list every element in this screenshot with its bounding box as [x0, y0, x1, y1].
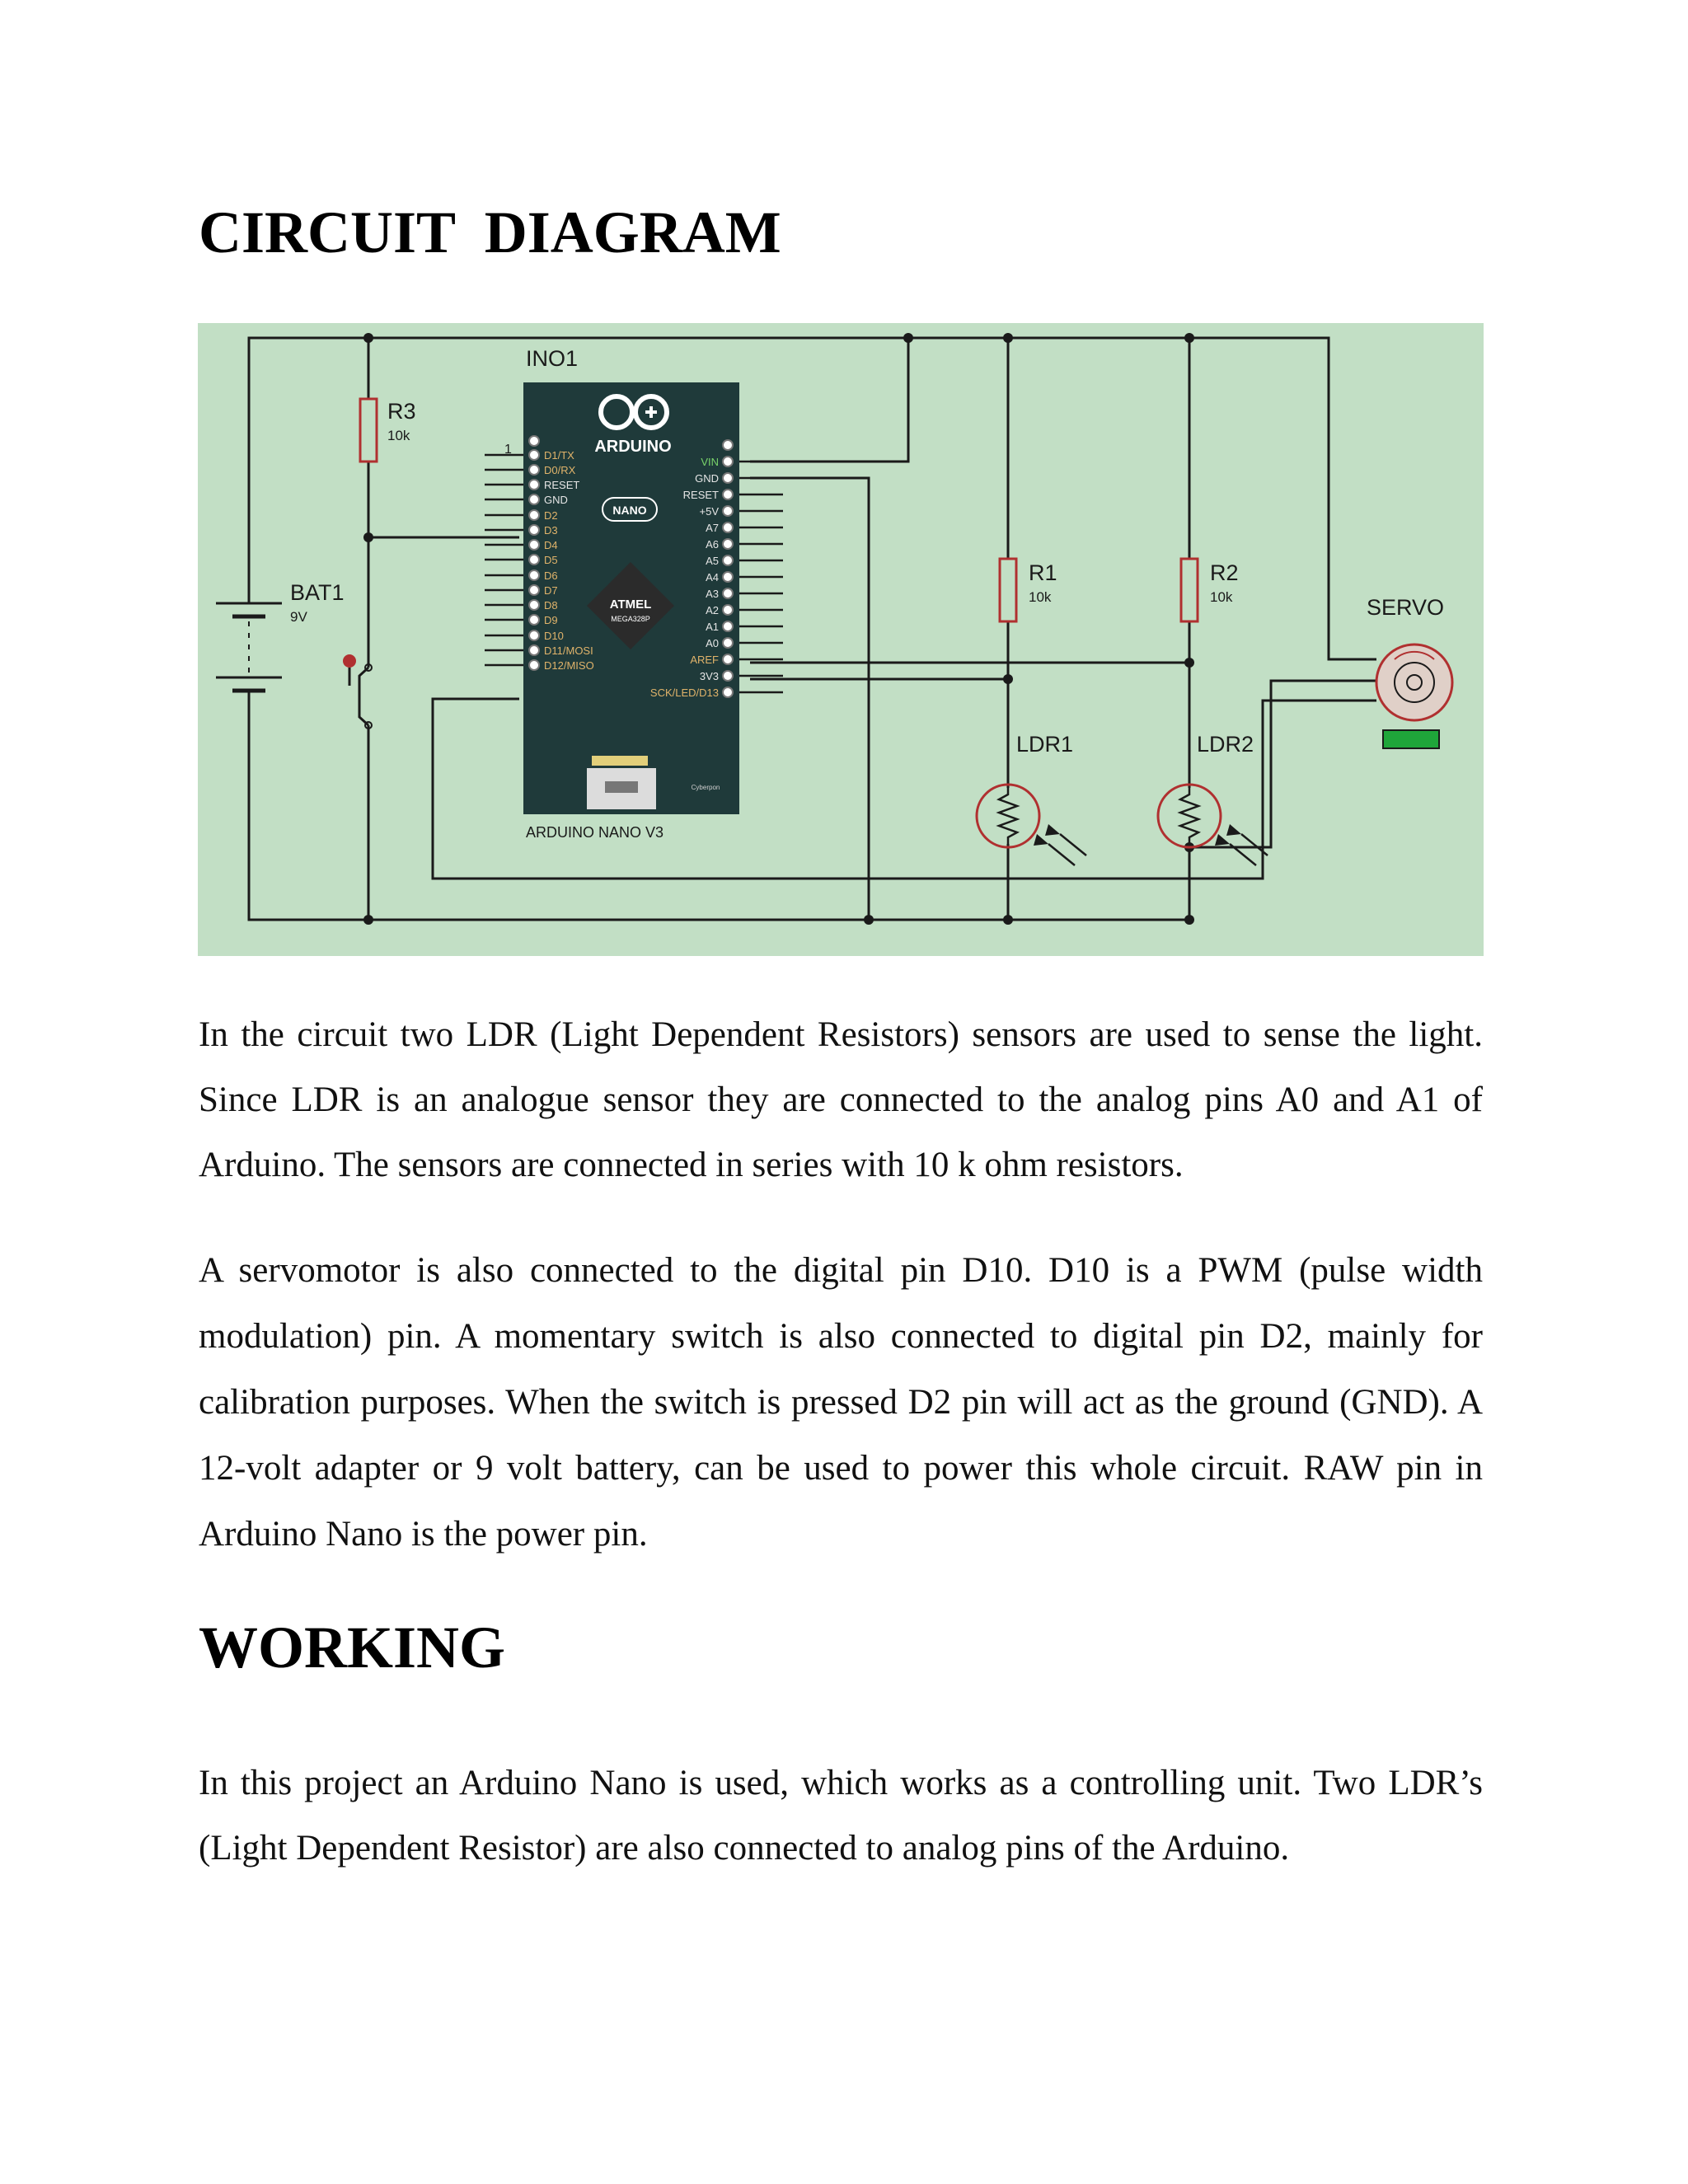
top-rail-wire [249, 338, 1376, 659]
working-heading: WORKING [199, 1615, 506, 1680]
pin-label: D5 [544, 554, 558, 566]
pin-label: D6 [544, 569, 558, 582]
pin-label: D0/RX [544, 464, 576, 476]
pin-label: 3V3 [699, 670, 719, 682]
pin-label: SCK/LED/D13 [649, 687, 719, 699]
module-ref: INO1 [526, 346, 579, 371]
r2-resistor [1181, 559, 1198, 621]
r1-resistor [1000, 559, 1016, 621]
nano-badge: NANO [612, 504, 647, 517]
pin-label: D8 [544, 599, 558, 612]
pin-label: D9 [544, 614, 558, 626]
bat-label: BAT1 [290, 580, 345, 605]
pin-label: D11/MOSI [544, 644, 593, 657]
circuit-diagram-heading: CIRCUIT DIAGRAM [199, 199, 781, 265]
left-pin-stubs [485, 455, 523, 665]
r3-label: R3 [387, 399, 416, 424]
pin-label: +5V [699, 505, 719, 518]
bat-value: 9V [290, 609, 307, 625]
pin-label: RESET [682, 489, 719, 501]
pin-label: D7 [544, 584, 558, 597]
r2-label: R2 [1210, 560, 1239, 585]
pin-label: D10 [544, 630, 564, 642]
ldr2-symbol [1158, 785, 1268, 865]
pin-label: A4 [706, 571, 719, 583]
r3-value: 10k [387, 428, 410, 443]
header-strip [592, 756, 648, 766]
servo-power-wire [1189, 681, 1376, 847]
pin-label: D12/MISO [544, 659, 594, 672]
pin-label: GND [544, 494, 568, 506]
pin-label: D3 [544, 524, 558, 537]
usb-port [605, 781, 638, 793]
pin-label: D2 [544, 509, 558, 522]
pin-label: A2 [706, 604, 719, 616]
battery-symbol [216, 603, 282, 691]
ldr2-label: LDR2 [1197, 732, 1254, 757]
pin-label: A1 [706, 621, 719, 633]
pin-label: AREF [690, 654, 719, 666]
pin-label: A0 [706, 637, 719, 649]
r1-value: 10k [1029, 589, 1052, 605]
junction-dots [363, 333, 1194, 925]
pin-label: GND [695, 472, 719, 485]
vin-wire [750, 338, 908, 462]
module-name: ARDUINO NANO V3 [526, 824, 664, 841]
pin1-marker: 1 [504, 443, 512, 457]
chip-line1: ATMEL [609, 598, 652, 612]
r3-resistor [360, 399, 377, 462]
pin-label: RESET [544, 479, 580, 491]
servo-symbol [1376, 644, 1452, 748]
arduino-brand: ARDUINO [594, 438, 672, 456]
ldr1-symbol [977, 785, 1086, 865]
pin-label: D4 [544, 539, 558, 551]
pin-label: D1/TX [544, 449, 574, 462]
r1-label: R1 [1029, 560, 1057, 585]
wires [249, 338, 1376, 920]
maker-label: Cyberpon [691, 784, 720, 791]
r2-value: 10k [1210, 589, 1233, 605]
pin-label: A7 [706, 522, 719, 534]
circuit-diagram-svg [198, 323, 1484, 956]
servo-label: SERVO [1367, 595, 1445, 620]
right-pin-stubs [734, 462, 783, 692]
chip-line2: MEGA328P [611, 615, 650, 623]
pin-label: A6 [706, 538, 719, 551]
paragraph-ldr-sensors: In the circuit two LDR (Light Dependent Resistors) sensors are used to sense the light. Since LDR is an analogue sensor they are connected to the analog pins A0 and A1 of Arduino. The sensors are connected in series with 10 k ohm resistors. [199, 1015, 1483, 1184]
paragraph-working: In this project an Arduino Nano is used, which works as a controlling unit. Two LDR’s (Light Dependent Resistor) are also connected to analog pins of the Arduino. [199, 1764, 1483, 1868]
ldr1-label: LDR1 [1016, 732, 1074, 757]
pin-label: VIN [701, 456, 719, 468]
circuit-diagram-figure [198, 323, 1484, 956]
pin-label: A3 [706, 588, 719, 600]
pin-label: A5 [706, 555, 719, 567]
paragraph-servo-switch: A servomotor is also connected to the digital pin D10. D10 is a PWM (pulse width modulation) pin. A momentary switch is also connected to digital pin D2, mainly for calibration purposes. When the switch is pressed D2 pin will act as the ground (GND). A 12-volt adapter or 9 volt battery, can be used to power this whole circuit. RAW pin in Arduino Nano is the power pin. [199, 1251, 1483, 1554]
